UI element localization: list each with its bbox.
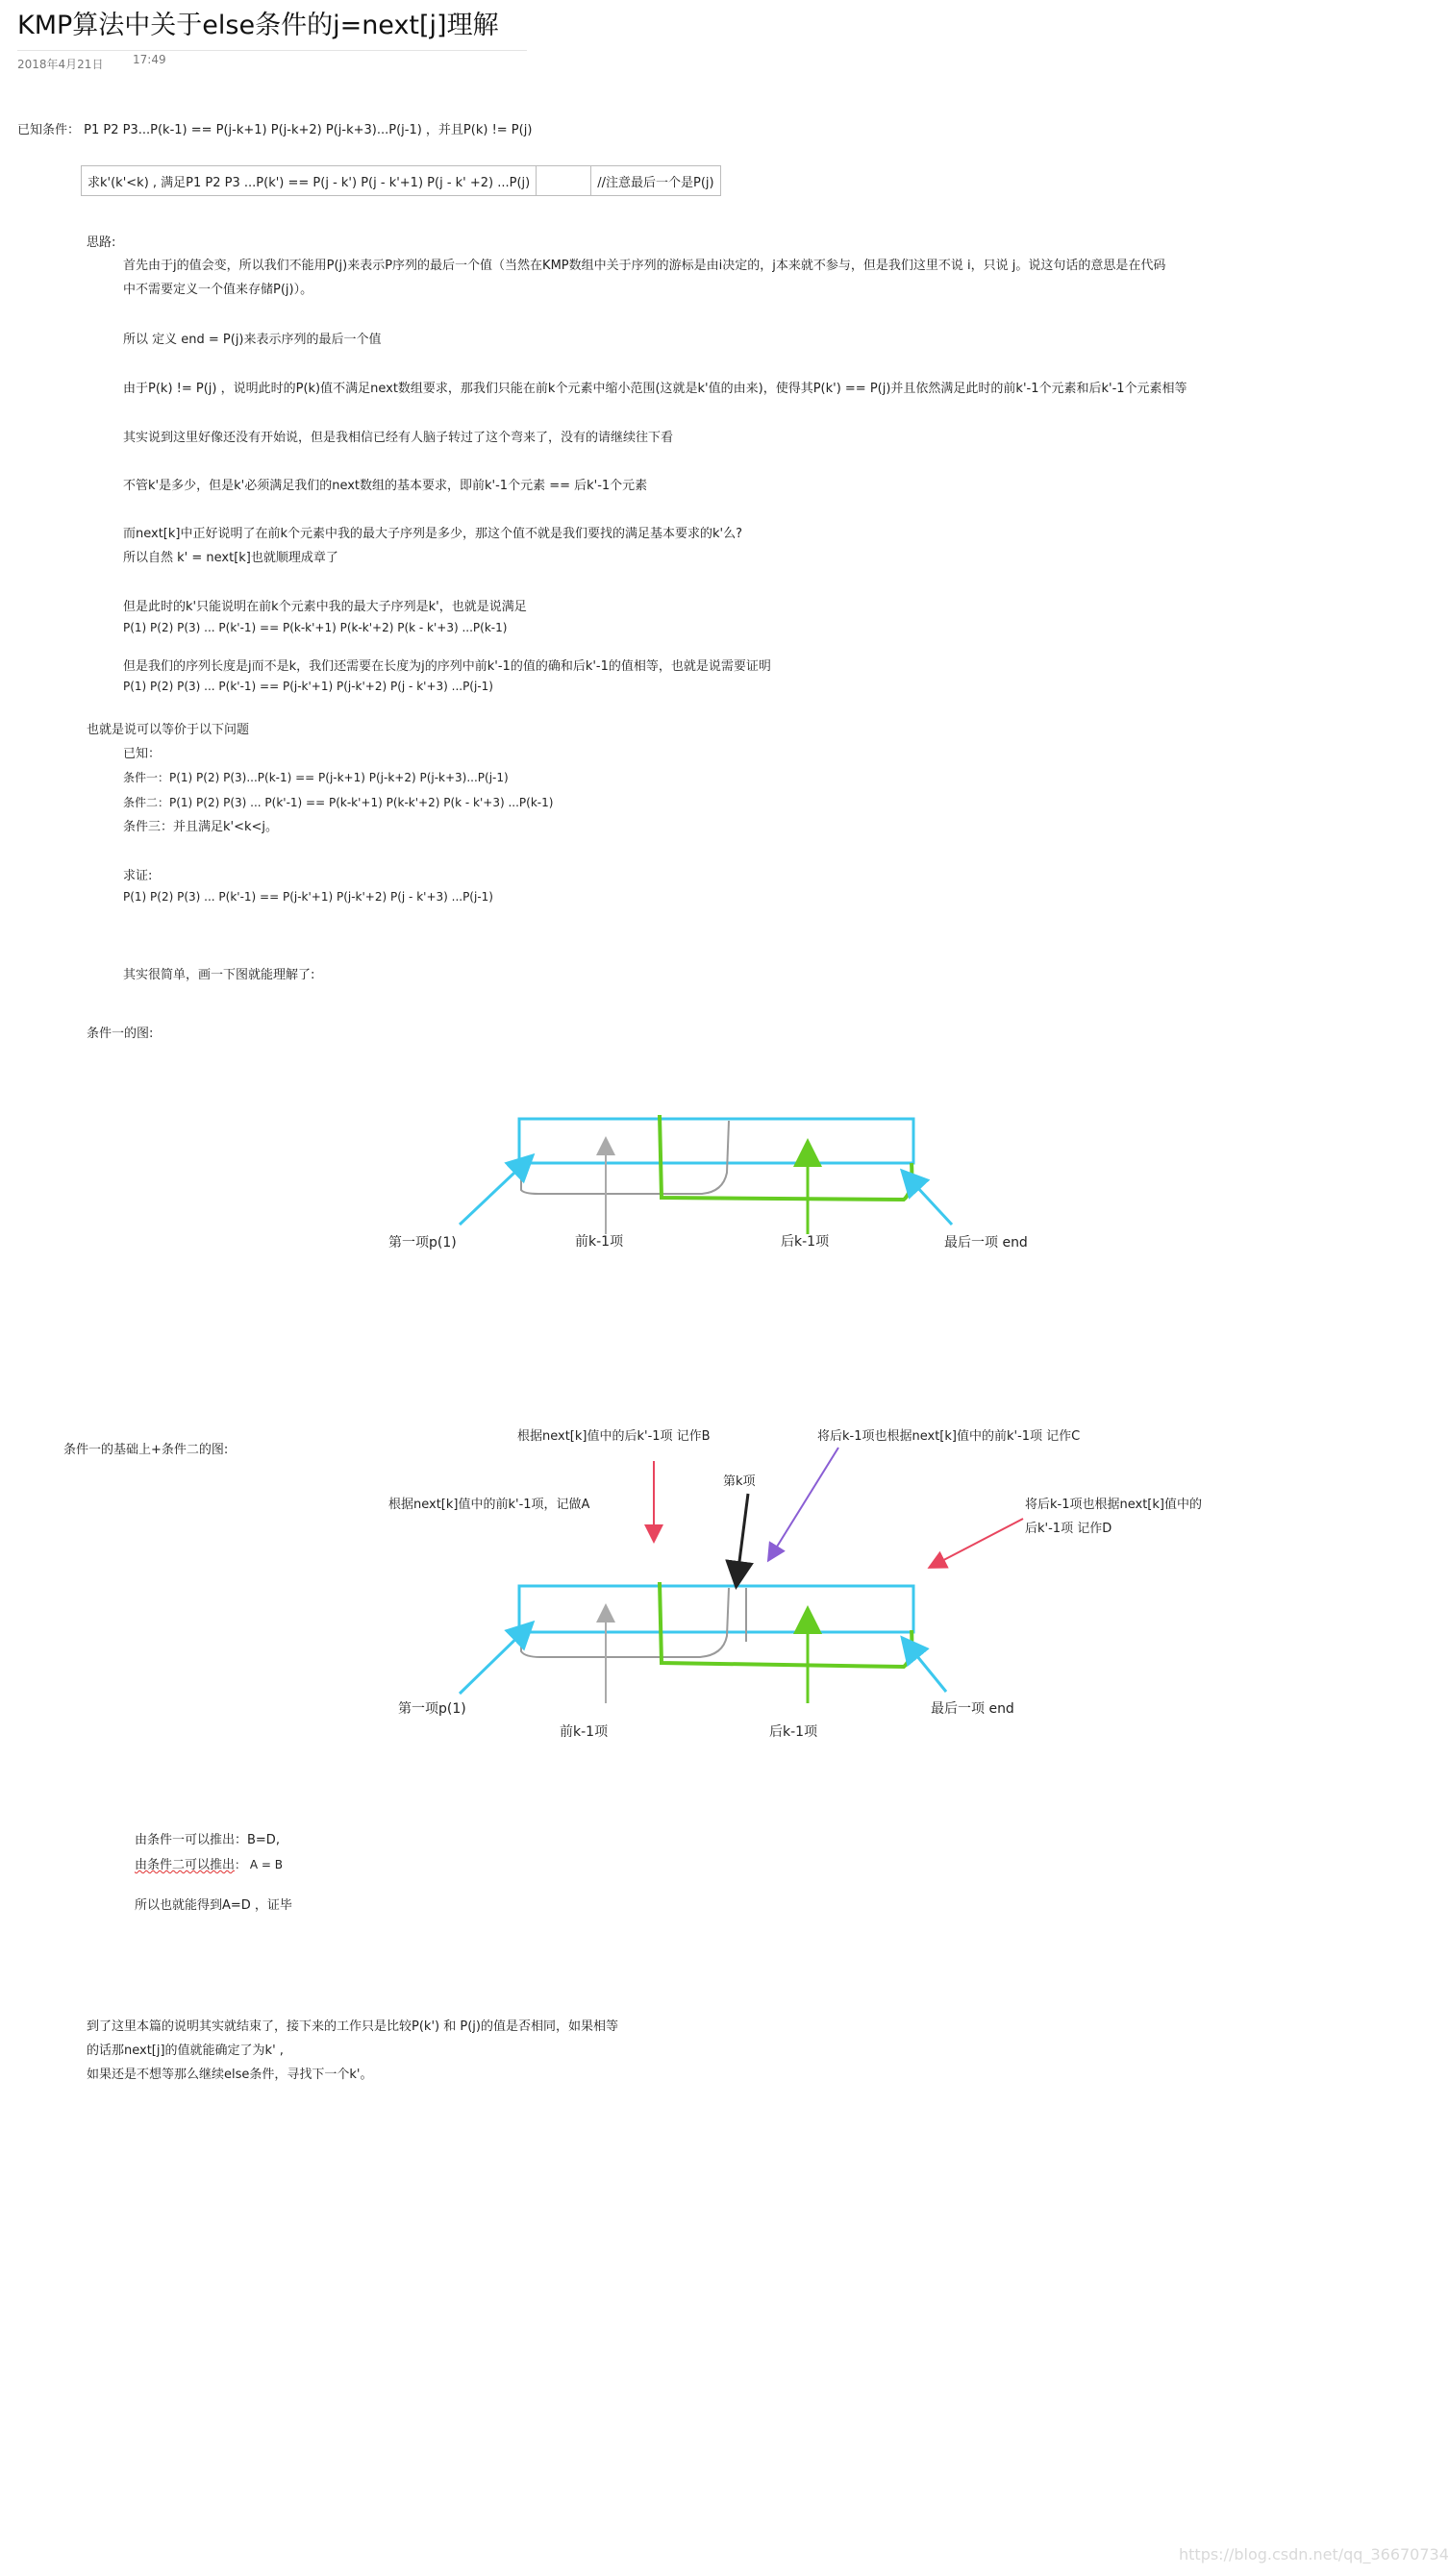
thinking-p6b: 所以自然 k' = next[k]也就顺理成章了	[123, 551, 338, 565]
fig2-front-label: 前k-1项	[560, 1724, 609, 1740]
fig2-last-arrow	[904, 1640, 946, 1692]
fig2-arrow-k	[737, 1494, 748, 1584]
fig2-label-k: 第k项	[723, 1474, 756, 1489]
note-cell: //注意最后一个是P(j)	[591, 166, 720, 196]
fig1-first-arrow	[460, 1157, 531, 1225]
thinking-p4: 其实说到这里好像还没有开始说，但是我相信已经有人脑子转过了这个弯来了，没有的请继续往下看	[123, 431, 674, 445]
thinking-p1a: 首先由于j的值会变，所以我们不能用P(j)来表示P序列的最后一个值（当然在KMP数组中关于序列的游标是由i决定的，j本来就不参与，但是我们这里不说 i，只说 j。说这句话的意思是在代码	[123, 259, 1166, 273]
empty-cell	[537, 166, 591, 196]
fig2-caption: 条件一的基础上+条件二的图:	[63, 1443, 229, 1457]
prove-goal: P(1) P(2) P(3) ... P(k'-1) == P(j-k'+1) P(j-k'+2) P(j - k'+3) ...P(j-1)	[123, 890, 493, 904]
fig2-front-bracket	[521, 1588, 729, 1657]
fig2-label-a: 根据next[k]值中的前k'-1项，记做A	[388, 1498, 590, 1512]
date-label: 2018年4月21日	[17, 58, 104, 71]
simple-note: 其实很简单，画一下图就能理解了:	[123, 968, 315, 982]
fig1-front-bracket	[521, 1121, 729, 1194]
goal-cell: 求k'(k'<k) , 满足P1 P2 P3 ...P(k') == P(j - k') P(j - k'+1) P(j - k' +2) ...P(j)	[82, 166, 537, 196]
fig2-back-label: 后k-1项	[769, 1724, 818, 1740]
fig2-label-c: 将后k-1项也根据next[k]值中的前k'-1项 记作C	[817, 1429, 1081, 1444]
fig2-first-label: 第一项p(1)	[398, 1701, 466, 1717]
final-line-1: 到了这里本篇的说明其实就结束了，接下来的工作只是比较P(k') 和 P(j)的值是否相同，如果相等	[87, 2019, 618, 2034]
page-title: KMP算法中关于else条件的j=next[j]理解	[17, 11, 499, 40]
fig2-first-arrow	[460, 1624, 531, 1694]
thinking-p6a: 而next[k]中正好说明了在前k个元素中我的最大子序列是多少，那这个值不就是我们要找的满足基本要求的k'么?	[123, 527, 743, 541]
conclusion-line-2-underlined: 由条件二可以推出	[135, 1858, 236, 1872]
equivalent-intro: 也就是说可以等价于以下问题	[87, 723, 250, 737]
thinking-p1b: 中不需要定义一个值来存储P(j)）。	[123, 283, 313, 297]
fig2-arrow-c	[769, 1448, 838, 1559]
thinking-p7a: 但是此时的k'只能说明在前k个元素中我的最大子序列是k'，也就是说满足	[123, 600, 527, 614]
fig1-front-label: 前k-1项	[575, 1234, 624, 1250]
fig2-last-label: 最后一项 end	[931, 1701, 1014, 1717]
condition-3: 条件三：并且满足k'<k<j。	[123, 820, 279, 834]
thinking-p7b: P(1) P(2) P(3) ... P(k'-1) == P(k-k'+1) P(k-k'+2) P(k - k'+3) ...P(k-1)	[123, 621, 508, 634]
watermark: https://blog.csdn.net/qq_36670734	[1179, 2545, 1449, 2564]
prove-label: 求证:	[123, 869, 153, 883]
fig1-last-arrow	[904, 1173, 952, 1225]
thinking-p8b: P(1) P(2) P(3) ... P(k'-1) == P(j-k'+1) P(j-k'+2) P(j - k'+3) ...P(j-1)	[123, 680, 493, 693]
fig2-label-b: 根据next[k]值中的后k'-1项 记作B	[517, 1429, 711, 1444]
conclusion-line-1: 由条件一可以推出：B=D,	[135, 1833, 280, 1847]
fig1-back-label: 后k-1项	[781, 1234, 830, 1250]
thinking-p3: 由于P(k) != P(j) ，说明此时的P(k)值不满足next数组要求，那我们只能在前k个元素中缩小范围(这就是k'值的由来)，使得其P(k') == P(j)并且依然满足此时的前k'-1个元素和后k'-1个元素相等	[123, 382, 1187, 396]
conclusion-line-2-rest: ： A = B	[235, 1858, 283, 1871]
equivalent-known: 已知：	[123, 747, 162, 761]
final-line-3: 如果还是不想等那么继续else条件，寻找下一个k'。	[87, 2068, 373, 2082]
conclusion-line-3: 所以也就能得到A=D ，证毕	[135, 1898, 292, 1913]
fig1-caption: 条件一的图:	[87, 1027, 154, 1041]
fig1-first-label: 第一项p(1)	[388, 1235, 457, 1251]
fig2-sequence-bar	[519, 1586, 913, 1632]
title-divider	[17, 50, 527, 51]
final-line-2: 的话那next[j]的值就能确定了为k' ,	[87, 2043, 284, 2058]
thinking-p8a: 但是我们的序列长度是j而不是k，我们还需要在长度为j的序列中前k'-1的值的确和后k'-1的值相等，也就是说需要证明	[123, 659, 771, 674]
known-conditions: 已知条件： P1 P2 P3...P(k-1) == P(j-k+1) P(j-k+2) P(j-k+3)...P(j-1) ，并且P(k) != P(j)	[17, 123, 533, 137]
fig1-diagram	[0, 1096, 1421, 1250]
condition-2: 条件二：P(1) P(2) P(3) ... P(k'-1) == P(k-k'+1) P(k-k'+2) P(k - k'+3) ...P(k-1)	[123, 796, 554, 809]
goal-table	[81, 165, 721, 196]
fig1-back-bracket	[660, 1115, 912, 1200]
fig2-label-d1: 将后k-1项也根据next[k]值中的	[1025, 1498, 1202, 1512]
conclusion-line-2	[135, 1856, 283, 1874]
thinking-label: 思路:	[87, 235, 116, 250]
fig2-back-bracket	[660, 1582, 912, 1667]
fig2-arrow-d	[931, 1519, 1023, 1567]
thinking-p5: 不管k'是多少，但是k'必须满足我们的next数组的基本要求，即前k'-1个元素 == 后k'-1个元素	[123, 479, 648, 493]
thinking-p2: 所以 定义 end = P(j)来表示序列的最后一个值	[123, 333, 382, 347]
fig1-last-label: 最后一项 end	[944, 1235, 1028, 1251]
condition-1: 条件一：P(1) P(2) P(3)...P(k-1) == P(j-k+1) P(j-k+2) P(j-k+3)...P(j-1)	[123, 771, 509, 784]
fig2-diagram	[0, 1432, 1421, 1740]
fig1-sequence-bar	[519, 1119, 913, 1163]
time-label: 17:49	[133, 53, 166, 66]
fig2-label-d2: 后k'-1项 记作D	[1025, 1522, 1112, 1536]
